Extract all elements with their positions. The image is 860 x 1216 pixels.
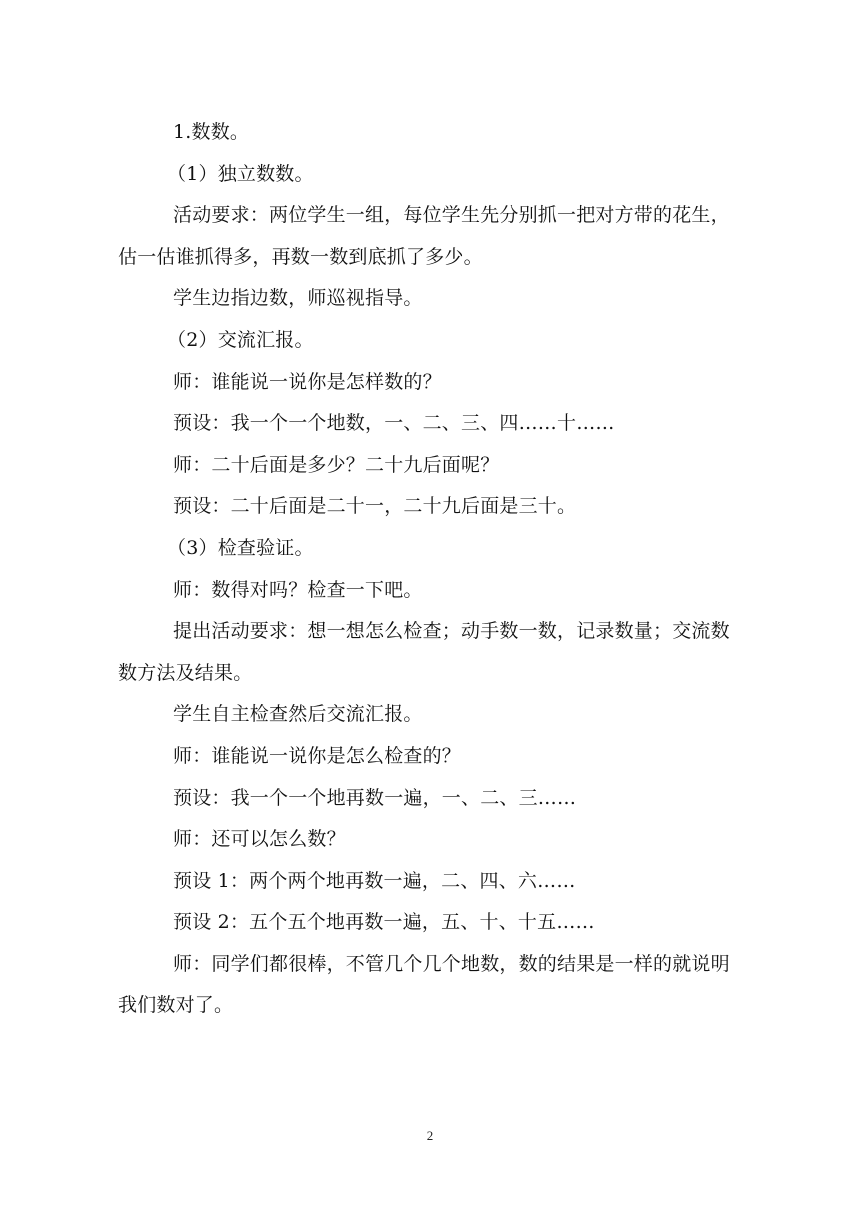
body-text (118, 112, 738, 1027)
paragraph: 预设 1：两个两个地再数一遍，二、四、六…… (173, 869, 576, 892)
paragraph: 活动要求：两位学生一组，每位学生先分别抓一把对方带的花生，估一估谁抓得多，再数一数到底抓了多少。 (118, 204, 730, 268)
paragraph: 预设：我一个一个地再数一遍，一、二、三…… (173, 786, 577, 809)
paragraph: 预设：二十后面是二十一，二十九后面是三十。 (173, 495, 577, 518)
paragraph: 师：二十后面是多少？二十九后面呢？ (173, 453, 500, 476)
section-heading: 1.数数。 (173, 121, 250, 143)
subsection-heading: （1）独立数数。 (167, 162, 314, 185)
paragraph: 学生边指边数，师巡视指导。 (173, 287, 423, 310)
paragraph: 提出活动要求：想一想怎么检查；动手数一数，记录数量；交流数数方法及结果。 (118, 620, 730, 684)
paragraph: 学生自主检查然后交流汇报。 (173, 703, 423, 726)
paragraph: 预设 2：五个五个地再数一遍，五、十、十五…… (173, 911, 595, 934)
subsection-heading: （3）检查验证。 (167, 536, 314, 559)
paragraph: 师：谁能说一说你是怎么检查的？ (173, 744, 462, 767)
paragraph: 师：同学们都很棒，不管几个几个地数，数的结果是一样的就说明我们数对了。 (118, 952, 730, 1017)
paragraph: 师：数得对吗？检查一下吧。 (173, 578, 423, 601)
paragraph: 师：谁能说一说你是怎样数的？ (173, 370, 442, 393)
paragraph: 预设：我一个一个地数，一、二、三、四……十…… (173, 412, 615, 435)
paragraph: 师：还可以怎么数？ (173, 828, 346, 851)
page-number: 2 (426, 1128, 434, 1143)
subsection-heading: （2）交流汇报。 (167, 328, 314, 351)
